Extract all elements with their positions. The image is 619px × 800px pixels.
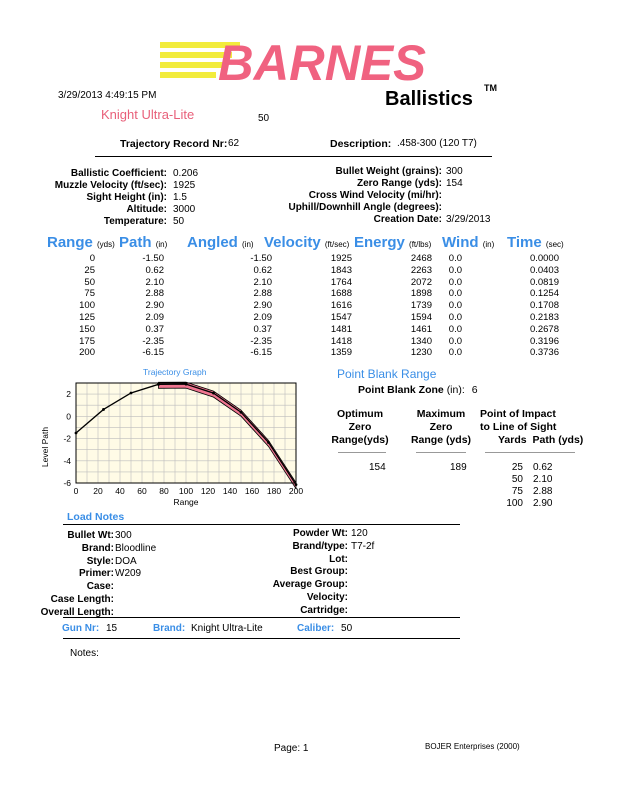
cell-energy: 1230 (410, 347, 432, 359)
load-value: Bloodline (115, 542, 157, 554)
pbr-line-2 (416, 452, 466, 453)
cell-angled: 0.37 (253, 323, 272, 335)
load-value: DOA (115, 555, 137, 567)
x-tick-label: 160 (244, 486, 260, 496)
param-value: 1925 (173, 180, 196, 191)
param-label: Muzzle Velocity (ft/sec): (54, 180, 167, 191)
cell-path: 2.10 (145, 276, 164, 288)
load-label: Bullet Wt: (67, 530, 114, 541)
cell-wind: 0.0 (448, 253, 462, 264)
param-value: 3/29/2013 (446, 214, 491, 225)
description-label: Description: (330, 138, 392, 150)
pbr-zone-label: Point Blank Zone (358, 384, 444, 396)
gun-caliber-label: Caliber: (297, 623, 335, 634)
gun-nr-value: 15 (106, 623, 118, 634)
load-label: Overall Length: (40, 606, 114, 618)
cell-wind: 0.0 (448, 288, 462, 300)
footer-credit: BOJER Enterprises (2000) (425, 742, 520, 751)
divider-top (95, 156, 492, 157)
pbr-title: Point Blank Range (337, 367, 437, 381)
cell-time: 0.3736 (529, 347, 559, 359)
cell-range: 75 (84, 288, 95, 300)
impact-path: 2.10 (533, 474, 553, 485)
pbr-maximum-header: Maximum Zero Range (yds) (410, 408, 472, 446)
gun-caliber (297, 623, 352, 634)
cell-angled: 2.09 (253, 312, 272, 323)
param-label: Temperature: (103, 216, 167, 227)
load-label: Cartridge: (300, 604, 348, 616)
impact-yards: 100 (506, 498, 523, 509)
col-header-wind: Wind (in) (442, 234, 495, 251)
cell-velocity: 1688 (330, 288, 352, 300)
cell-energy: 1739 (410, 300, 432, 312)
col-header-range: Range (yds) (47, 234, 115, 251)
cell-energy: 1461 (410, 323, 432, 335)
cell-angled: -2.35 (250, 335, 272, 347)
pbr-zone (358, 384, 478, 396)
pbr-line-3 (485, 452, 575, 453)
data-point (240, 411, 243, 414)
divider-load (63, 524, 460, 525)
y-axis-label: Level Path (40, 426, 50, 468)
gun-brand-label: Brand: (153, 623, 186, 634)
cell-time: 0.0403 (529, 264, 559, 276)
param-value: 1.5 (173, 192, 187, 203)
load-label: Best Group: (290, 566, 348, 578)
cell-range: 175 (79, 335, 95, 347)
notes-label: Notes: (70, 648, 99, 659)
load-value: 120 (351, 528, 368, 539)
x-tick-label: 20 (93, 486, 103, 496)
x-tick-label: 0 (73, 486, 79, 496)
param-value: 154 (446, 178, 463, 189)
cell-velocity: 1547 (330, 312, 352, 323)
load-label: Average Group: (272, 579, 348, 591)
cell-angled: 2.90 (253, 300, 272, 312)
cell-path: -6.15 (142, 347, 164, 359)
cell-energy: 1340 (410, 335, 432, 347)
load-label: Case: (86, 581, 114, 593)
x-tick-label: 60 (137, 486, 147, 496)
cell-time: 0.1254 (529, 288, 559, 300)
param-label: Ballistic Coefficient: (70, 168, 167, 179)
cell-velocity: 1925 (330, 253, 352, 264)
gun-brand-value: Knight Ultra-Lite (191, 623, 263, 634)
cell-range: 50 (84, 276, 95, 288)
rifle-number: 50 (258, 113, 270, 124)
pbr-maximum-value: 189 (450, 462, 467, 473)
param-label: Cross Wind Velocity (mi/hr): (308, 190, 442, 201)
cell-path: 2.09 (145, 312, 164, 323)
cell-velocity: 1418 (330, 335, 352, 347)
param-label: Altitude: (126, 204, 167, 215)
data-point (267, 441, 270, 444)
cell-time: 0.0000 (529, 253, 559, 264)
pbr-impact-header: Point of Impact to Line of Sight Yards Path (yds) (480, 408, 584, 446)
load-value: W209 (115, 568, 142, 580)
cell-energy: 1898 (410, 288, 432, 300)
load-label: Lot: (329, 553, 348, 565)
cell-wind: 0.0 (448, 264, 462, 276)
impact-yards: 50 (511, 474, 523, 485)
impact-yards: 75 (511, 486, 523, 497)
record-value: 62 (228, 138, 240, 149)
param-label: Zero Range (yds): (356, 178, 442, 189)
col-header-angled: Angled (in) (187, 234, 254, 251)
pbr-optimum-value: 154 (369, 462, 386, 473)
load-label: Case Length: (50, 594, 114, 605)
data-point (212, 392, 215, 395)
pbr-line-1 (338, 452, 386, 453)
load-label: Powder Wt: (293, 528, 348, 539)
trajectory-graph-title: Trajectory Graph (143, 367, 207, 377)
impact-path: 2.88 (533, 486, 553, 497)
cell-angled: 2.88 (253, 288, 272, 300)
param-label: Bullet Weight (grains): (335, 166, 442, 177)
load-label: Velocity: (306, 592, 348, 603)
cell-path: -1.50 (142, 253, 164, 264)
cell-range: 125 (79, 312, 95, 323)
cell-path: 2.90 (145, 300, 164, 312)
cell-energy: 2263 (410, 264, 432, 276)
load-label: Brand: (81, 542, 114, 554)
impact-path: 2.90 (533, 498, 553, 509)
param-label: Creation Date: (373, 214, 442, 225)
logo-text: BARNES (218, 36, 426, 84)
x-tick-label: 180 (266, 486, 282, 496)
cell-wind: 0.0 (448, 335, 462, 347)
cell-wind: 0.0 (448, 312, 462, 323)
cell-path: 0.37 (145, 323, 164, 335)
cell-time: 0.0819 (529, 276, 559, 288)
record-label: Trajectory Record Nr: (120, 138, 228, 150)
cell-wind: 0.0 (448, 347, 462, 359)
data-point (130, 392, 133, 395)
cell-time: 0.2183 (529, 312, 559, 323)
cell-path: 2.88 (145, 288, 164, 300)
cell-wind: 0.0 (448, 276, 462, 288)
col-header-time: Time (sec) (507, 234, 564, 251)
pbr-zone-value: 6 (471, 384, 478, 396)
cell-velocity: 1843 (330, 264, 352, 276)
cell-velocity: 1359 (330, 347, 352, 359)
x-axis-label: Range (173, 497, 199, 507)
data-point (102, 408, 105, 411)
timestamp: 3/29/2013 4:49:15 PM (58, 90, 157, 101)
y-tick-label: -2 (63, 433, 71, 444)
cell-range: 200 (79, 347, 95, 359)
x-tick-label: 120 (200, 486, 216, 496)
gun-brand (153, 623, 263, 634)
load-label: Primer: (78, 568, 114, 580)
cell-range: 0 (89, 253, 95, 264)
cell-velocity: 1764 (330, 276, 352, 288)
impact-yards: 25 (511, 462, 523, 473)
impact-path: 0.62 (533, 462, 553, 473)
gun-info (62, 623, 117, 634)
description-value: .458-300 (120 T7) (397, 138, 477, 149)
cell-range: 25 (84, 264, 95, 276)
cell-time: 0.1708 (529, 300, 559, 312)
pbr-optimum-header: Optimum Zero Range(yds) (331, 408, 389, 446)
cell-angled: 2.10 (253, 276, 272, 288)
cell-range: 150 (79, 323, 95, 335)
cell-time: 0.3196 (529, 335, 559, 347)
gun-nr-label: Gun Nr: (62, 623, 100, 634)
x-tick-label: 40 (115, 486, 125, 496)
rifle-name: Knight Ultra-Lite (101, 107, 195, 122)
cell-angled: -6.15 (250, 347, 272, 359)
cell-path: -2.35 (142, 335, 164, 347)
cell-wind: 0.0 (448, 323, 462, 335)
divider-gun (63, 617, 460, 618)
cell-energy: 2468 (410, 253, 432, 264)
cell-path: 0.62 (145, 264, 164, 276)
cell-time: 0.2678 (529, 323, 559, 335)
load-label: Brand/type: (292, 540, 348, 552)
trademark: TM (484, 83, 497, 93)
param-value: 300 (446, 166, 463, 177)
x-tick-label: 200 (288, 486, 304, 496)
page-number: Page: 1 (274, 743, 309, 754)
param-value: 0.206 (173, 168, 199, 179)
param-label: Uphill/Downhill Angle (degrees): (288, 202, 442, 213)
y-tick-label: 2 (66, 389, 71, 400)
cell-energy: 2072 (410, 276, 432, 288)
param-label: Sight Height (in): (86, 192, 167, 203)
col-header-energy: Energy (ft/lbs) (354, 234, 432, 251)
y-tick-label: -4 (63, 455, 71, 466)
cell-angled: -1.50 (250, 253, 272, 264)
trajectory-chart (34, 377, 310, 509)
param-value: 50 (173, 216, 185, 227)
logo-graphic (160, 36, 430, 84)
y-tick-label: -6 (63, 478, 71, 488)
y-tick-label: 0 (66, 411, 71, 422)
divider-notes (63, 638, 460, 639)
barnes-logo (160, 36, 430, 84)
load-value: T7-2f (351, 540, 375, 552)
cell-energy: 1594 (410, 312, 432, 323)
cell-wind: 0.0 (448, 300, 462, 312)
cell-velocity: 1616 (330, 300, 352, 312)
load-label: Style: (86, 555, 114, 567)
col-header-path: Path (in) (119, 234, 168, 251)
cell-velocity: 1481 (330, 323, 352, 335)
load-notes-title: Load Notes (67, 511, 125, 523)
cell-range: 100 (79, 300, 95, 312)
pbr-zone-unit: (in): (446, 384, 465, 396)
x-tick-label: 100 (178, 486, 194, 496)
cell-angled: 0.62 (253, 264, 272, 276)
x-tick-label: 140 (222, 486, 238, 496)
load-value: 300 (115, 530, 132, 541)
param-value: 3000 (173, 204, 196, 215)
x-tick-label: 80 (159, 486, 169, 496)
page-title: Ballistics (385, 88, 473, 110)
col-header-velocity: Velocity (ft/sec) (264, 234, 350, 251)
gun-caliber-value: 50 (341, 623, 353, 634)
